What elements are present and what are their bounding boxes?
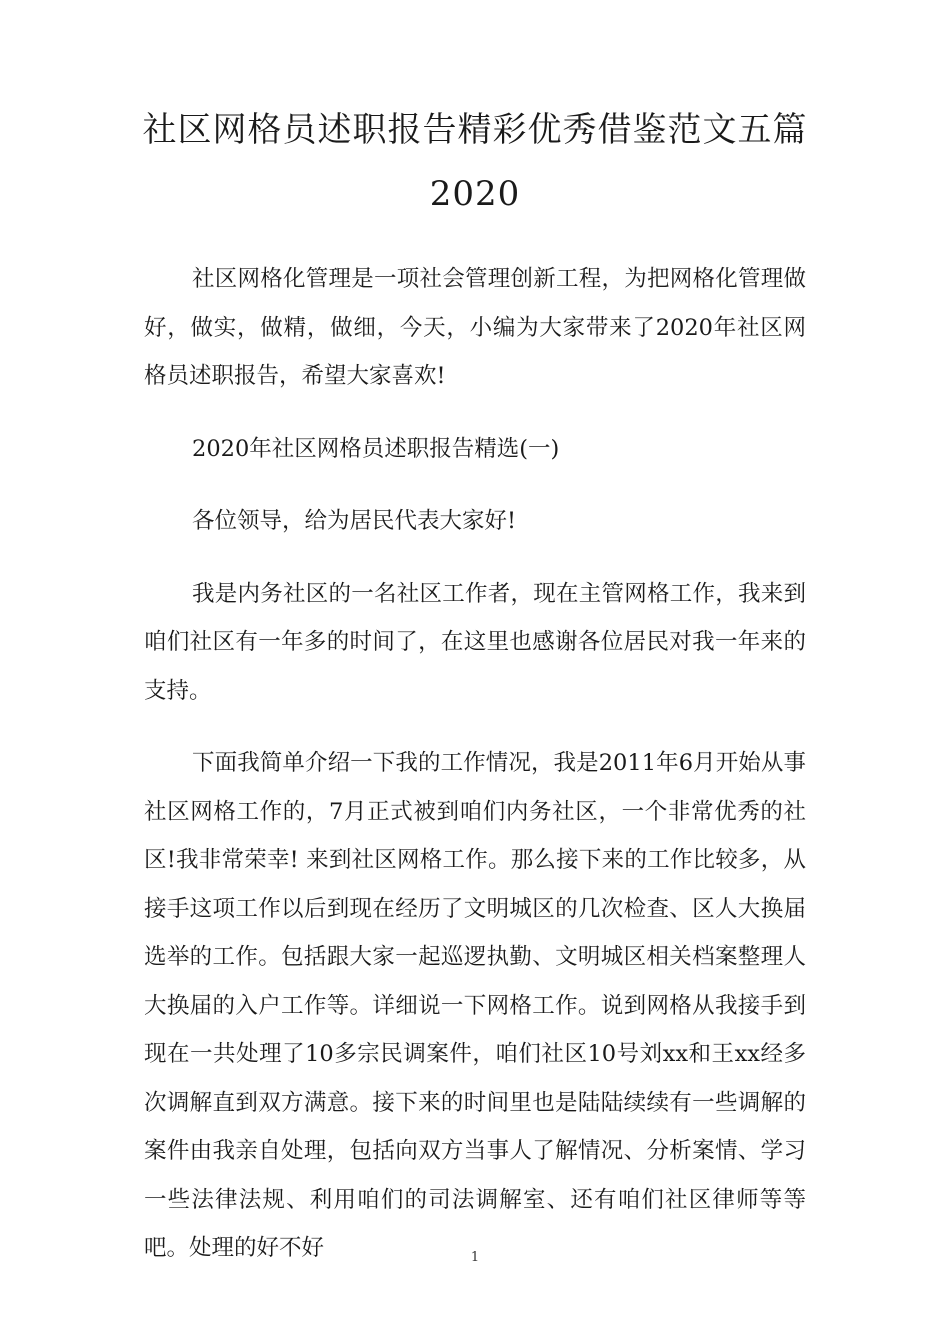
document-body xyxy=(144,255,806,1297)
section-heading: 2020年社区网格员述职报告精选(一) xyxy=(192,435,560,462)
page-number: 1 xyxy=(470,1250,480,1265)
self-intro-paragraph: 我是内务社区的一名社区工作者，现在主管网格工作，我来到咱们社区有一年多的时间了，在这里也感谢各位居民对我一年来的支持。 xyxy=(144,580,806,704)
intro-paragraph: 社区网格化管理是一项社会管理创新工程，为把网格化管理做好，做实，做精，做细，今天，小编为大家带来了2020年社区网格员述职报告，希望大家喜欢! xyxy=(144,266,806,389)
work-summary-paragraph: 下面我简单介绍一下我的工作情况，我是2011年6月开始从事社区网格工作的，7月正式被到咱们内务社区，一个非常优秀的社区!我非常荣幸! 来到社区网格工作。那么接下来的工作比较多，从接手这项工作以后到现在经历了文明城区的几次检查、区人大换届选举的工作。包括跟大家一起巡逻执勤、文明城区相关档案整理人大换届的入户工作等。详细说一下网格工作。说到网格从我接手到现在一共处理了10多宗民调案件，咱们社区10号刘xx和王xx经多次调解直到双方满意。接下来的时间里也是陆陆续续有一些调解的案件由我亲自处理，包括向双方当事人了解情况、分析案情、学习一些法律法规、利用咱们的司法调解室、还有咱们社区律师等等吧。处理的好不好 xyxy=(144,750,806,1261)
document-title: 社区网格员述职报告精彩优秀借鉴范文五篇2020 xyxy=(142,110,808,214)
greeting-paragraph: 各位领导，给为居民代表大家好! xyxy=(192,508,517,534)
